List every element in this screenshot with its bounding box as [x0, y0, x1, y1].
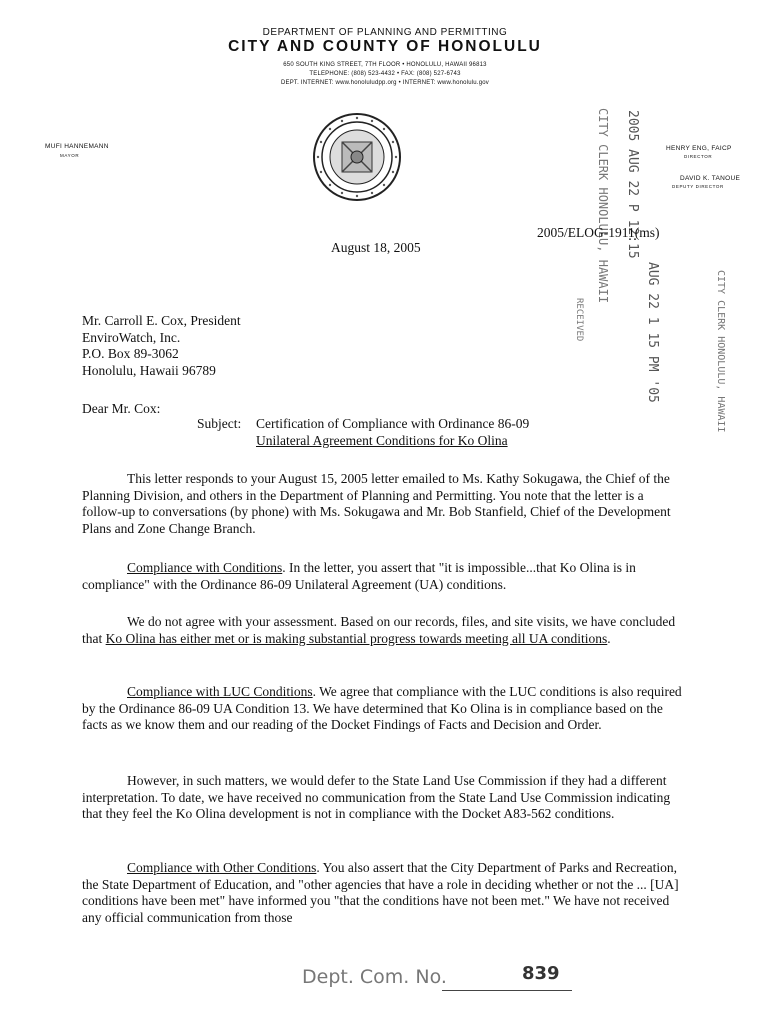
paragraph-text: .: [607, 630, 611, 646]
recipient-line: P.O. Box 89-3062: [82, 346, 179, 362]
city-seal-icon: [312, 112, 402, 202]
subject-line-1: Certification of Compliance with Ordinance 86-09: [256, 416, 530, 431]
paragraph-text: We do not agree with your assessment. Based on our records, files, and site visits, we have concluded that: [82, 614, 676, 646]
dept-com-label: Dept. Com. No.: [302, 966, 447, 988]
paragraph-state-luc: However, in such matters, we would defer to the State Land Use Commission if they had a different interpretation. To date, we have received no communication from the State Land Use Commission indicating that they feel the Ko Olina development is not in compliance with the Docket A83-562 conditions.: [82, 773, 671, 822]
paragraph-compliance-conditions: [82, 560, 682, 593]
received-stamp-date-2: AUG 22 1 15 PM '05: [645, 262, 660, 403]
recipient-line: Honolulu, Hawaii 96789: [82, 363, 216, 379]
subject-label: Subject:: [197, 416, 242, 431]
letter-date: August 18, 2005: [331, 240, 421, 255]
paragraph-text: . In the letter, you assert that "it is impossible...that Ko Olina is in compliance" with the Ordinance 86-09 Unilateral Agreement (UA) conditions.: [82, 560, 636, 592]
city-name: CITY AND COUNTY OF HONOLULU: [228, 38, 542, 55]
subject-line-2: Unilateral Agreement Conditions for Ko Olina: [256, 433, 508, 448]
paragraph-text: . You also assert that the City Department of Parks and Recreation, the State Department of Education, and "other agencies that have a role in deciding whether or not the ... [UA] conditions have been met" have informed you "that the conditions have not been met." We have not received any official communication from those: [82, 860, 679, 926]
director-title: DIRECTOR: [684, 154, 713, 159]
section-heading: Compliance with LUC Conditions: [127, 684, 313, 699]
section-heading: Compliance with Other Conditions: [127, 860, 317, 875]
director-name: HENRY ENG, FAICP: [666, 145, 732, 152]
recipient-line: Mr. Carroll E. Cox, President: [82, 313, 241, 328]
received-word-stamp: RECEIVED: [574, 298, 584, 342]
recipient-line: EnviroWatch, Inc.: [82, 329, 181, 345]
mayor-name: MUFI HANNEMANN: [45, 143, 109, 150]
deputy-director-name: DAVID K. TANOUE: [680, 175, 741, 182]
underlined-conclusion: Ko Olina has either met or is making substantial progress towards meeting all UA conditions: [105, 630, 608, 646]
paragraph-text: . We agree that compliance with the LUC conditions is also required by the Ordinance 86-09 UA Condition 13. We have determined that Ko Olina is in compliance based on the facts as we know them and our reading of the Docket Findings of Facts and Decision and Order.: [82, 684, 682, 733]
mayor-title: MAYOR: [60, 153, 80, 158]
dept-com-number: 839: [522, 963, 560, 984]
phone-line: TELEPHONE: (808) 523-4432 • FAX: (808) 527-6743: [309, 71, 461, 77]
salutation: Dear Mr. Cox:: [82, 401, 161, 416]
received-stamp-date: 2005 AUG 22 P 12:15: [625, 110, 640, 259]
dept-com-underline: [442, 990, 572, 991]
recipient-address: [82, 313, 241, 380]
address-line: 650 SOUTH KING STREET, 7TH FLOOR • HONOLULU, HAWAII 96813: [283, 62, 487, 68]
paragraph-luc-conditions: [82, 684, 682, 734]
internet-line: DEPT. INTERNET: www.honoluludpp.org • INTERNET: www.honolulu.gov: [281, 80, 489, 86]
paragraph-other-conditions: [82, 860, 682, 927]
deputy-director-title: DEPUTY DIRECTOR: [672, 184, 724, 189]
paragraph-intro: This letter responds to your August 15, 2005 letter emailed to Ms. Kathy Sokugawa, the Chief of the Planning Division, and others in the Department of Planning and Permitting. You note that the letter is a follow-up to conversations (by phone) with Ms. Sokugawa and Mr. Bob Stanfield, Chief of the Development Plans and Zone Change Branch.: [82, 471, 671, 537]
paragraph-assessment: [82, 614, 682, 647]
city-clerk-stamp-2: CITY CLERK HONOLULU, HAWAII: [715, 270, 726, 433]
reference-number: 2005/ELOG-1911(ms): [537, 225, 660, 240]
city-clerk-stamp: CITY CLERK HONOLULU, HAWAII: [596, 108, 610, 304]
section-heading: Compliance with Conditions: [127, 560, 283, 575]
department-name: DEPARTMENT OF PLANNING AND PERMITTING: [262, 27, 508, 38]
